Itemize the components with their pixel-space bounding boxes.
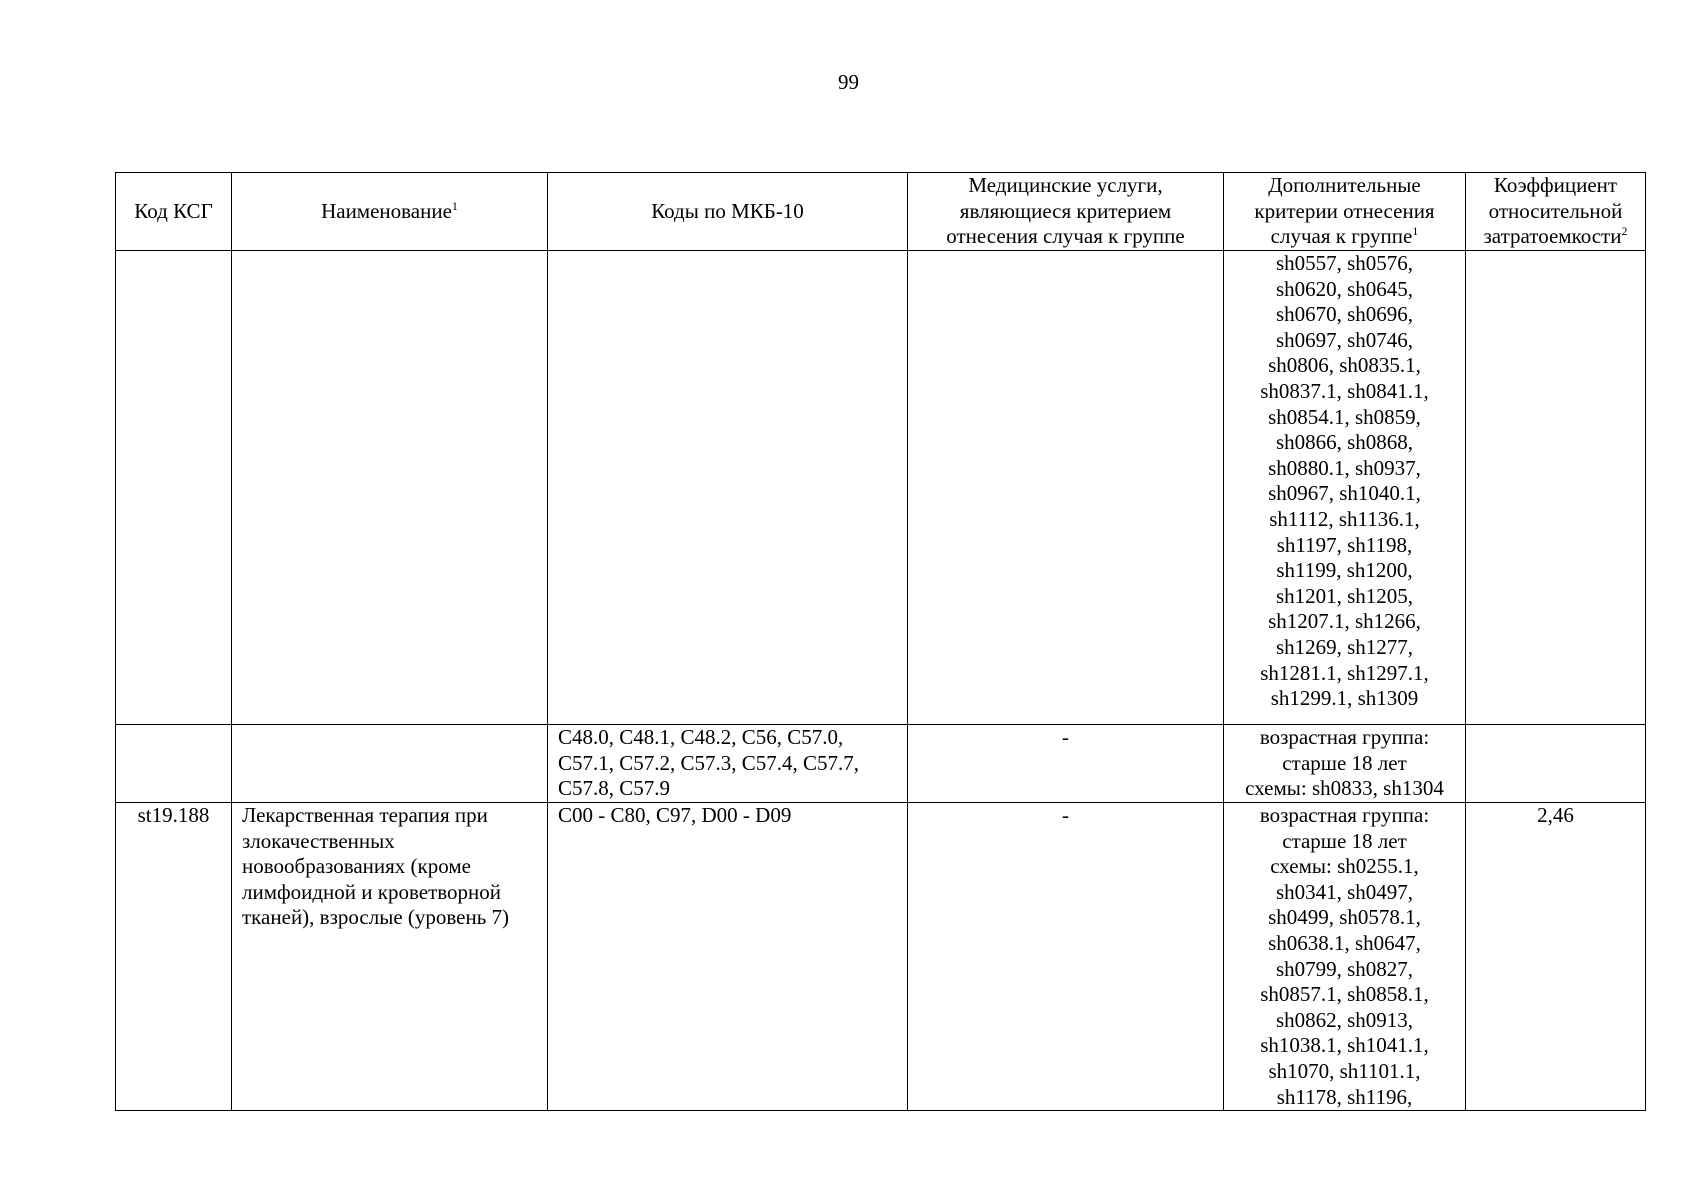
criteria-line: sh1269, sh1277, xyxy=(1275,634,1414,659)
criteria-line: sh0806, sh0835.1, xyxy=(1268,353,1421,378)
criteria-line: sh1197, sh1198, xyxy=(1276,532,1413,557)
cell-services xyxy=(908,251,1224,725)
criteria-line: возрастная группа: xyxy=(1259,725,1430,749)
criteria-line: sh0967, sh1040.1, xyxy=(1268,481,1421,506)
criteria-line: sh0866, sh0868, xyxy=(1275,430,1414,455)
criteria-line: sh1178, sh1196, xyxy=(1276,1084,1413,1109)
criteria-line: sh1207.1, sh1266, xyxy=(1268,609,1421,634)
cell-mkb: C00 - C80, C97, D00 - D09 xyxy=(548,803,908,1111)
table-row xyxy=(116,251,1646,725)
table-row xyxy=(116,803,1646,1111)
cell-services: - xyxy=(908,725,1224,803)
cell-code: st19.188 xyxy=(116,803,232,1111)
criteria-line: sh1281.1, sh1297.1, xyxy=(1260,660,1429,685)
criteria-line: sh0862, sh0913, xyxy=(1275,1007,1414,1032)
criteria-line: sh1112, sh1136.1, xyxy=(1269,506,1420,531)
cell-coefficient: 2,46 xyxy=(1466,803,1646,1111)
criteria-line: sh1199, sh1200, xyxy=(1276,558,1413,583)
footnote-marker: 1 xyxy=(1412,224,1419,239)
criteria-line: схемы: sh0833, sh1304 xyxy=(1245,776,1444,801)
cell-name: Лекарственная терапия при злокачественных новообразованиях (кроме лимфоидной и кроветворной тканей), взрослые (уровень 7) xyxy=(232,803,548,1111)
page-number: 99 xyxy=(838,70,859,94)
criteria-line: схемы: sh0255.1, xyxy=(1270,854,1419,879)
criteria-line: sh0557, sh0576, xyxy=(1275,251,1414,275)
criteria-line: sh1299.1, sh1309 xyxy=(1270,686,1419,711)
cell-coefficient xyxy=(1466,251,1646,725)
footnote-marker: 2 xyxy=(1621,224,1628,239)
cell-mkb: C48.0, C48.1, C48.2, C56, C57.0, C57.1, C57.2, C57.3, C57.4, C57.7, C57.8, C57.9 xyxy=(548,725,908,803)
criteria-line: sh0638.1, sh0647, xyxy=(1268,930,1421,955)
criteria-line: sh0837.1, sh0841.1, xyxy=(1260,378,1429,403)
cell-name xyxy=(232,725,548,803)
header-code: Код КСГ xyxy=(116,173,232,251)
cell-name xyxy=(232,251,548,725)
criteria-line: sh1038.1, sh1041.1, xyxy=(1260,1033,1429,1058)
header-name: Наименование$^1$ xyxy=(232,173,548,251)
criteria-line: sh0799, sh0827, xyxy=(1275,956,1414,981)
criteria-line: sh1070, sh1101.1, xyxy=(1268,1058,1421,1083)
cell-criteria xyxy=(1224,725,1466,803)
criteria-line: старше 18 лет xyxy=(1282,828,1407,853)
criteria-line: sh1201, sh1205, xyxy=(1275,583,1414,608)
table-header-row xyxy=(116,173,1646,251)
criteria-line: sh0670, sh0696, xyxy=(1275,302,1414,327)
cell-code xyxy=(116,251,232,725)
cell-code xyxy=(116,725,232,803)
criteria-line: sh0880.1, sh0937, xyxy=(1268,455,1421,480)
cell-criteria xyxy=(1224,251,1466,725)
header-additional-criteria: Дополнительные критерии отнесения случая к группе$^1$ xyxy=(1224,173,1466,251)
ksg-table xyxy=(115,172,1646,1111)
cell-coefficient xyxy=(1466,725,1646,803)
header-medical-services: Медицинские услуги, являющиеся критерием отнесения случая к группе xyxy=(908,173,1224,251)
criteria-line: возрастная группа: xyxy=(1259,803,1430,827)
criteria-line: sh0499, sh0578.1, xyxy=(1268,905,1421,930)
criteria-line: sh0620, sh0645, xyxy=(1275,276,1414,301)
cell-criteria xyxy=(1224,803,1466,1111)
footnote-marker: 1 xyxy=(451,198,458,213)
criteria-line: старше 18 лет xyxy=(1282,750,1407,775)
header-cost-coefficient: Коэффициент относительной затратоемкости$^2$ xyxy=(1466,173,1646,251)
header-mkb-codes: Коды по МКБ-10 xyxy=(548,173,908,251)
criteria-line: sh0697, sh0746, xyxy=(1275,327,1414,352)
cell-services: - xyxy=(908,803,1224,1111)
cell-mkb xyxy=(548,251,908,725)
table-row xyxy=(116,725,1646,803)
criteria-line: sh0857.1, sh0858.1, xyxy=(1260,982,1429,1007)
criteria-line: sh0854.1, sh0859, xyxy=(1268,404,1421,429)
criteria-line: sh0341, sh0497, xyxy=(1275,879,1414,904)
